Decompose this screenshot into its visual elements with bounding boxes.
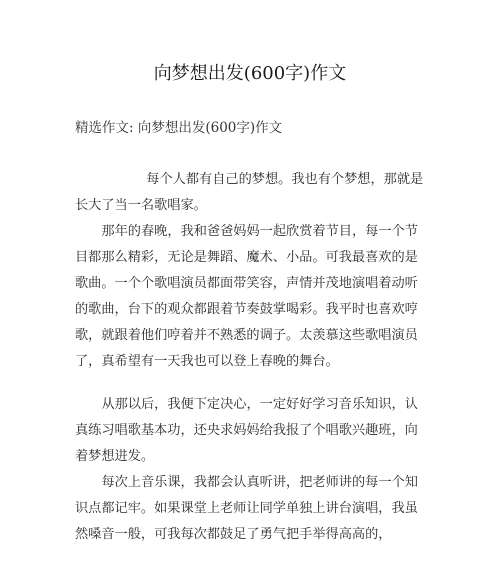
article-subtitle: 精选作文: 向梦想出发(600字)作文 <box>75 120 283 136</box>
article-title: 向梦想出发(600字)作文 <box>153 63 347 84</box>
paragraph-2: 那年的春晚，我和爸爸妈妈一起欣赏着节目，每一个节目都那么精彩，无论是舞蹈、魔术、小品。可我最喜欢的是歌曲。一个个歌唱演员都面带笑容，声情并茂地演唱着动听的歌曲，台下的观众都跟着节奏鼓掌喝彩。我平时也喜欢哼歌，就跟着他们哼着并不熟悉的调子。太羡慕这些歌唱演员了，真希望有一天我也可以登上春晚的舞台。 <box>75 224 418 369</box>
paragraph-3: 从那以后，我便下定决心，一定好好学习音乐知识，认真练习唱歌基本功，还央求妈妈给我报了个唱歌兴趣班，向着梦想进发。 <box>75 397 418 464</box>
paragraph-1: 每个人都有自己的梦想。我也有个梦想，那就是长大了当一名歌唱家。 <box>75 172 424 213</box>
paragraph-4: 每次上音乐课，我都会认真听讲，把老师讲的每一个知识点都记牢。如果课堂上老师让同学单独上讲台演唱，我虽然嗓音一般，可我每次都鼓足了勇气把手举得高高的， <box>75 475 418 542</box>
article-body <box>75 167 425 548</box>
